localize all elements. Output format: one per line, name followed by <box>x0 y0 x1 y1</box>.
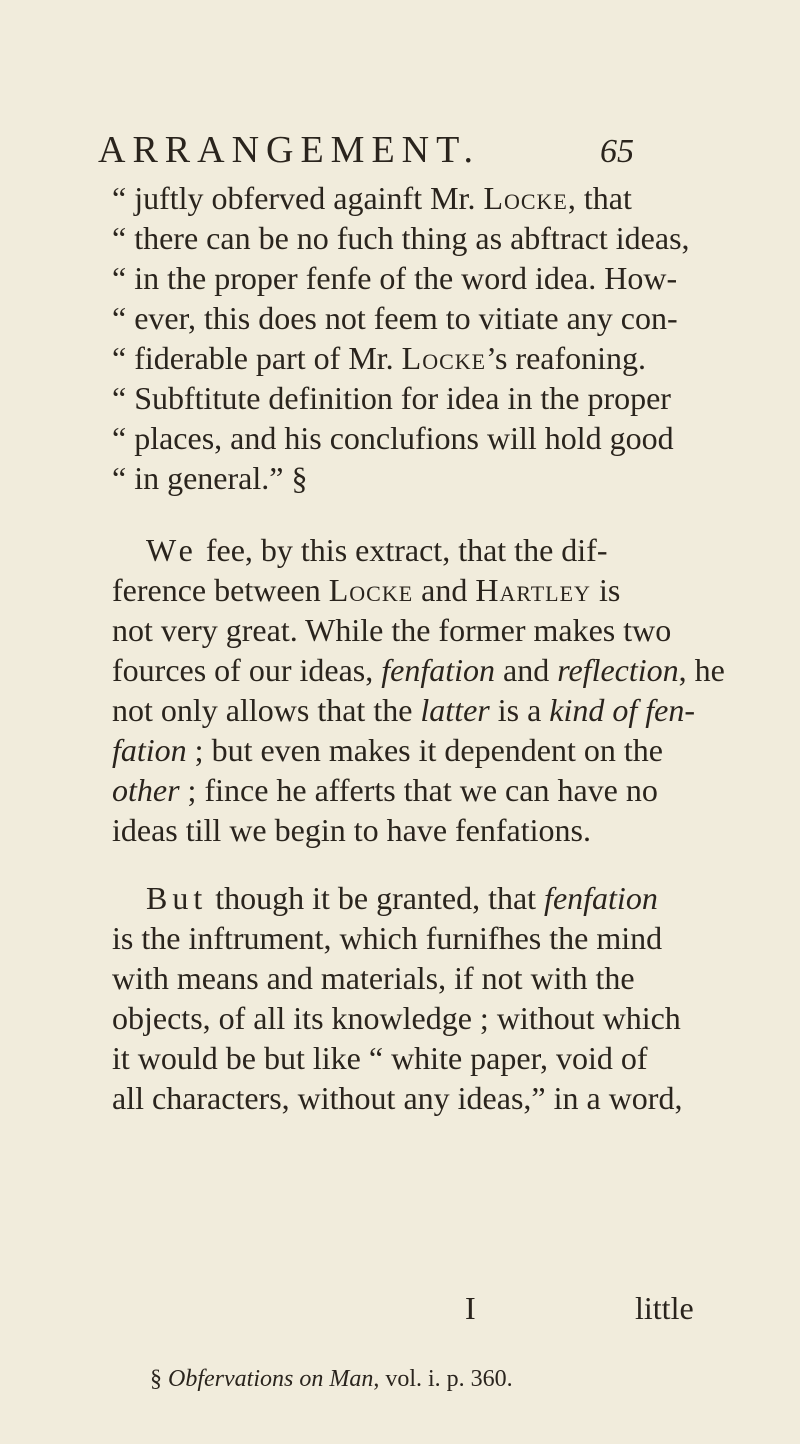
quote-line: “ ever, this does not feem to vitiate any con- <box>112 300 678 336</box>
paragraph-line: ideas till we begin to have fenfations. <box>112 812 591 848</box>
footnote: § Obfervations on Man, vol. i. p. 360. <box>150 1366 513 1392</box>
paragraph-line: it would be but like “ white paper, void of <box>112 1040 648 1076</box>
paragraph-line: with means and materials, if not with the <box>112 960 635 996</box>
paragraph-line: all characters, without any ideas,” in a word, <box>112 1080 683 1116</box>
paragraph-line: We fee, by this extract, that the dif- <box>146 532 608 568</box>
running-head: ARRANGEMENT. <box>98 129 481 171</box>
quote-line: “ fiderable part of Mr. Locke’s reafoning. <box>112 340 647 376</box>
catchword-little: little <box>635 1290 694 1326</box>
quote-line: “ places, and his conclufions will hold good <box>112 420 674 456</box>
quote-line: “ in general.” § <box>112 460 308 496</box>
paragraph-line: ference between Locke and Hartley is <box>112 572 621 608</box>
paragraph-line: objects, of all its knowledge ; without which <box>112 1000 681 1036</box>
quote-line: “ Subftitute definition for idea in the proper <box>112 380 671 416</box>
paragraph-line: is the inftrument, which furnifhes the mind <box>112 920 663 956</box>
paragraph-line: other ; fince he afferts that we can have no <box>112 772 658 808</box>
catchword-i: I <box>465 1290 476 1326</box>
page-header <box>0 126 800 174</box>
quote-line: “ in the proper fenfe of the word idea. How- <box>112 260 678 296</box>
paragraph-line: not only allows that the latter is a kind of fen- <box>112 692 696 728</box>
paragraph-line: fources of our ideas, fenfation and reflection, he <box>112 652 725 688</box>
quote-line: “ juftly obferved againft Mr. Locke, that <box>112 180 632 216</box>
paragraph-line: But though it be granted, that fenfation <box>146 880 658 916</box>
page-number: 65 <box>600 133 634 170</box>
paragraph-line: fation ; but even makes it dependent on the <box>112 732 663 768</box>
paragraph-line: not very great. While the former makes two <box>112 612 672 648</box>
quote-line: “ there can be no fuch thing as abftract ideas, <box>112 220 690 256</box>
